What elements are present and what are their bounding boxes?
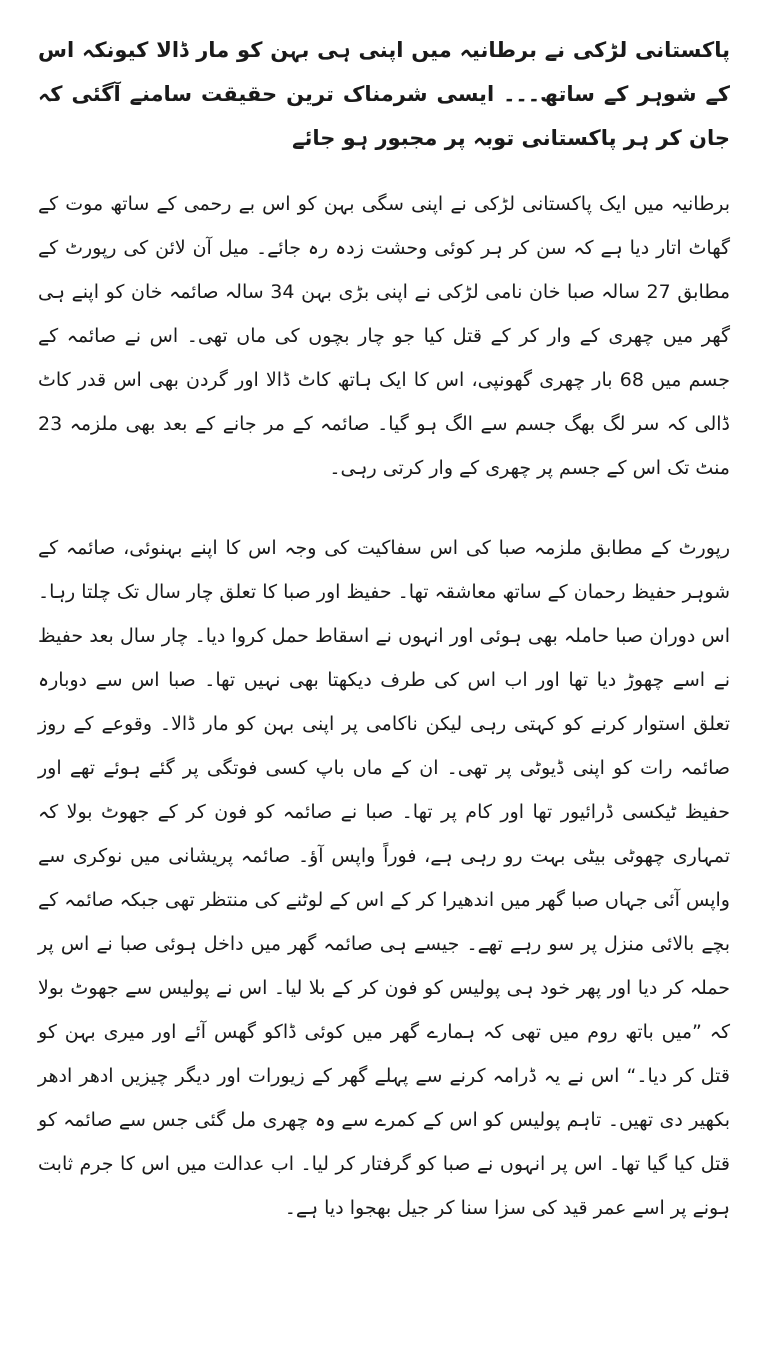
article-paragraph-1: برطانیہ میں ایک پاکستانی لڑکی نے اپنی سگی بہن کو اس بے رحمی کے ساتھ موت کے گھاٹ اتار دیا ہے کہ سن کر ہر کوئی وحشت زدہ رہ جائے۔ میل آن لائن کی رپورٹ کے مطابق 27 سالہ صبا خان نامی لڑکی نے اپنی بڑی بہن 34 سالہ صائمہ خان کو اپنے ہی گھر میں چھری کے وار کر کے قتل کیا جو چار بچوں کی ماں تھی۔ اس نے صائمہ کے جسم میں 68 بار چھری گھونپی، اس کا ایک ہاتھ کاٹ ڈالا اور گردن بھی اس قدر کاٹ ڈالی کہ سر لگ بھگ جسم سے الگ ہو گیا۔ صائمہ کے مر جانے کے بعد بھی ملزمہ 23 منٹ تک اس کے جسم پر چھری کے وار کرتی رہی۔ xyxy=(38,193,730,479)
article-paragraph-2: رپورٹ کے مطابق ملزمہ صبا کی اس سفاکیت کی وجہ اس کا اپنے بہنوئی، صائمہ کے شوہر حفیظ رحمان کے ساتھ معاشقہ تھا۔ حفیظ اور صبا کا تعلق چار سال تک چلتا رہا۔ اس دوران صبا حاملہ بھی ہوئی اور انہوں نے اسقاط حمل کروا دیا۔ چار سال بعد حفیظ نے اسے چھوڑ دیا تھا اور اب اس کی طرف دیکھتا بھی نہیں تھا۔ صبا اس سے دوبارہ تعلق استوار کرنے کو کہتی رہی لیکن ناکامی پر اپنی بہن کو مار ڈالا۔ وقوعے کے روز صائمہ رات کو اپنی ڈیوٹی پر تھی۔ ان کے ماں باپ کسی فوتگی پر گئے ہوئے تھے اور حفیظ ٹیکسی ڈرائیور تھا اور کام پر تھا۔ صبا نے صائمہ کو فون کر کے جھوٹ بولا کہ تمہاری چھوٹی بیٹی بہت رو رہی ہے، فوراً واپس آؤ۔ صائمہ پریشانی میں نوکری سے واپس آئی جہاں صبا گھر میں اندھیرا کر کے اس کے لوٹنے کی منتظر تھی جبکہ صائمہ کے بچے بالائی منزل پر سو رہے تھے۔ جیسے ہی صائمہ گھر میں داخل ہوئی صبا نے اس پر حملہ کر دیا اور پھر خود ہی پولیس کو فون کر کے بلا لیا۔ اس نے پولیس سے جھوٹ بولا کہ ”میں باتھ روم میں تھی کہ ہمارے گھر میں کوئی ڈاکو گھس آئے اور میری بہن کو قتل کر دیا۔“ اس نے یہ ڈرامہ کرنے سے پہلے گھر کے زیورات اور دیگر چیزیں ادھر ادھر بکھیر دی تھیں۔ تاہم پولیس کو اس کے کمرے سے وہ چھری مل گئی جس سے صائمہ کو قتل کیا گیا تھا۔ اس پر انہوں نے صبا کو گرفتار کر لیا۔ اب عدالت میں اس کا جرم ثابت ہونے پر اسے عمر قید کی سزا سنا کر جیل بھجوا دیا ہے۔ xyxy=(38,537,730,1219)
article-headline: پاکستانی لڑکی نے برطانیہ میں اپنی ہی بہن کو مار ڈالا کیونکہ اس کے شوہر کے ساتھ۔۔۔ ایسی شرمناک ترین حقیقت سامنے آگئی کہ جان کر ہر پاکستانی توبہ پر مجبور ہو جائے xyxy=(38,38,730,150)
